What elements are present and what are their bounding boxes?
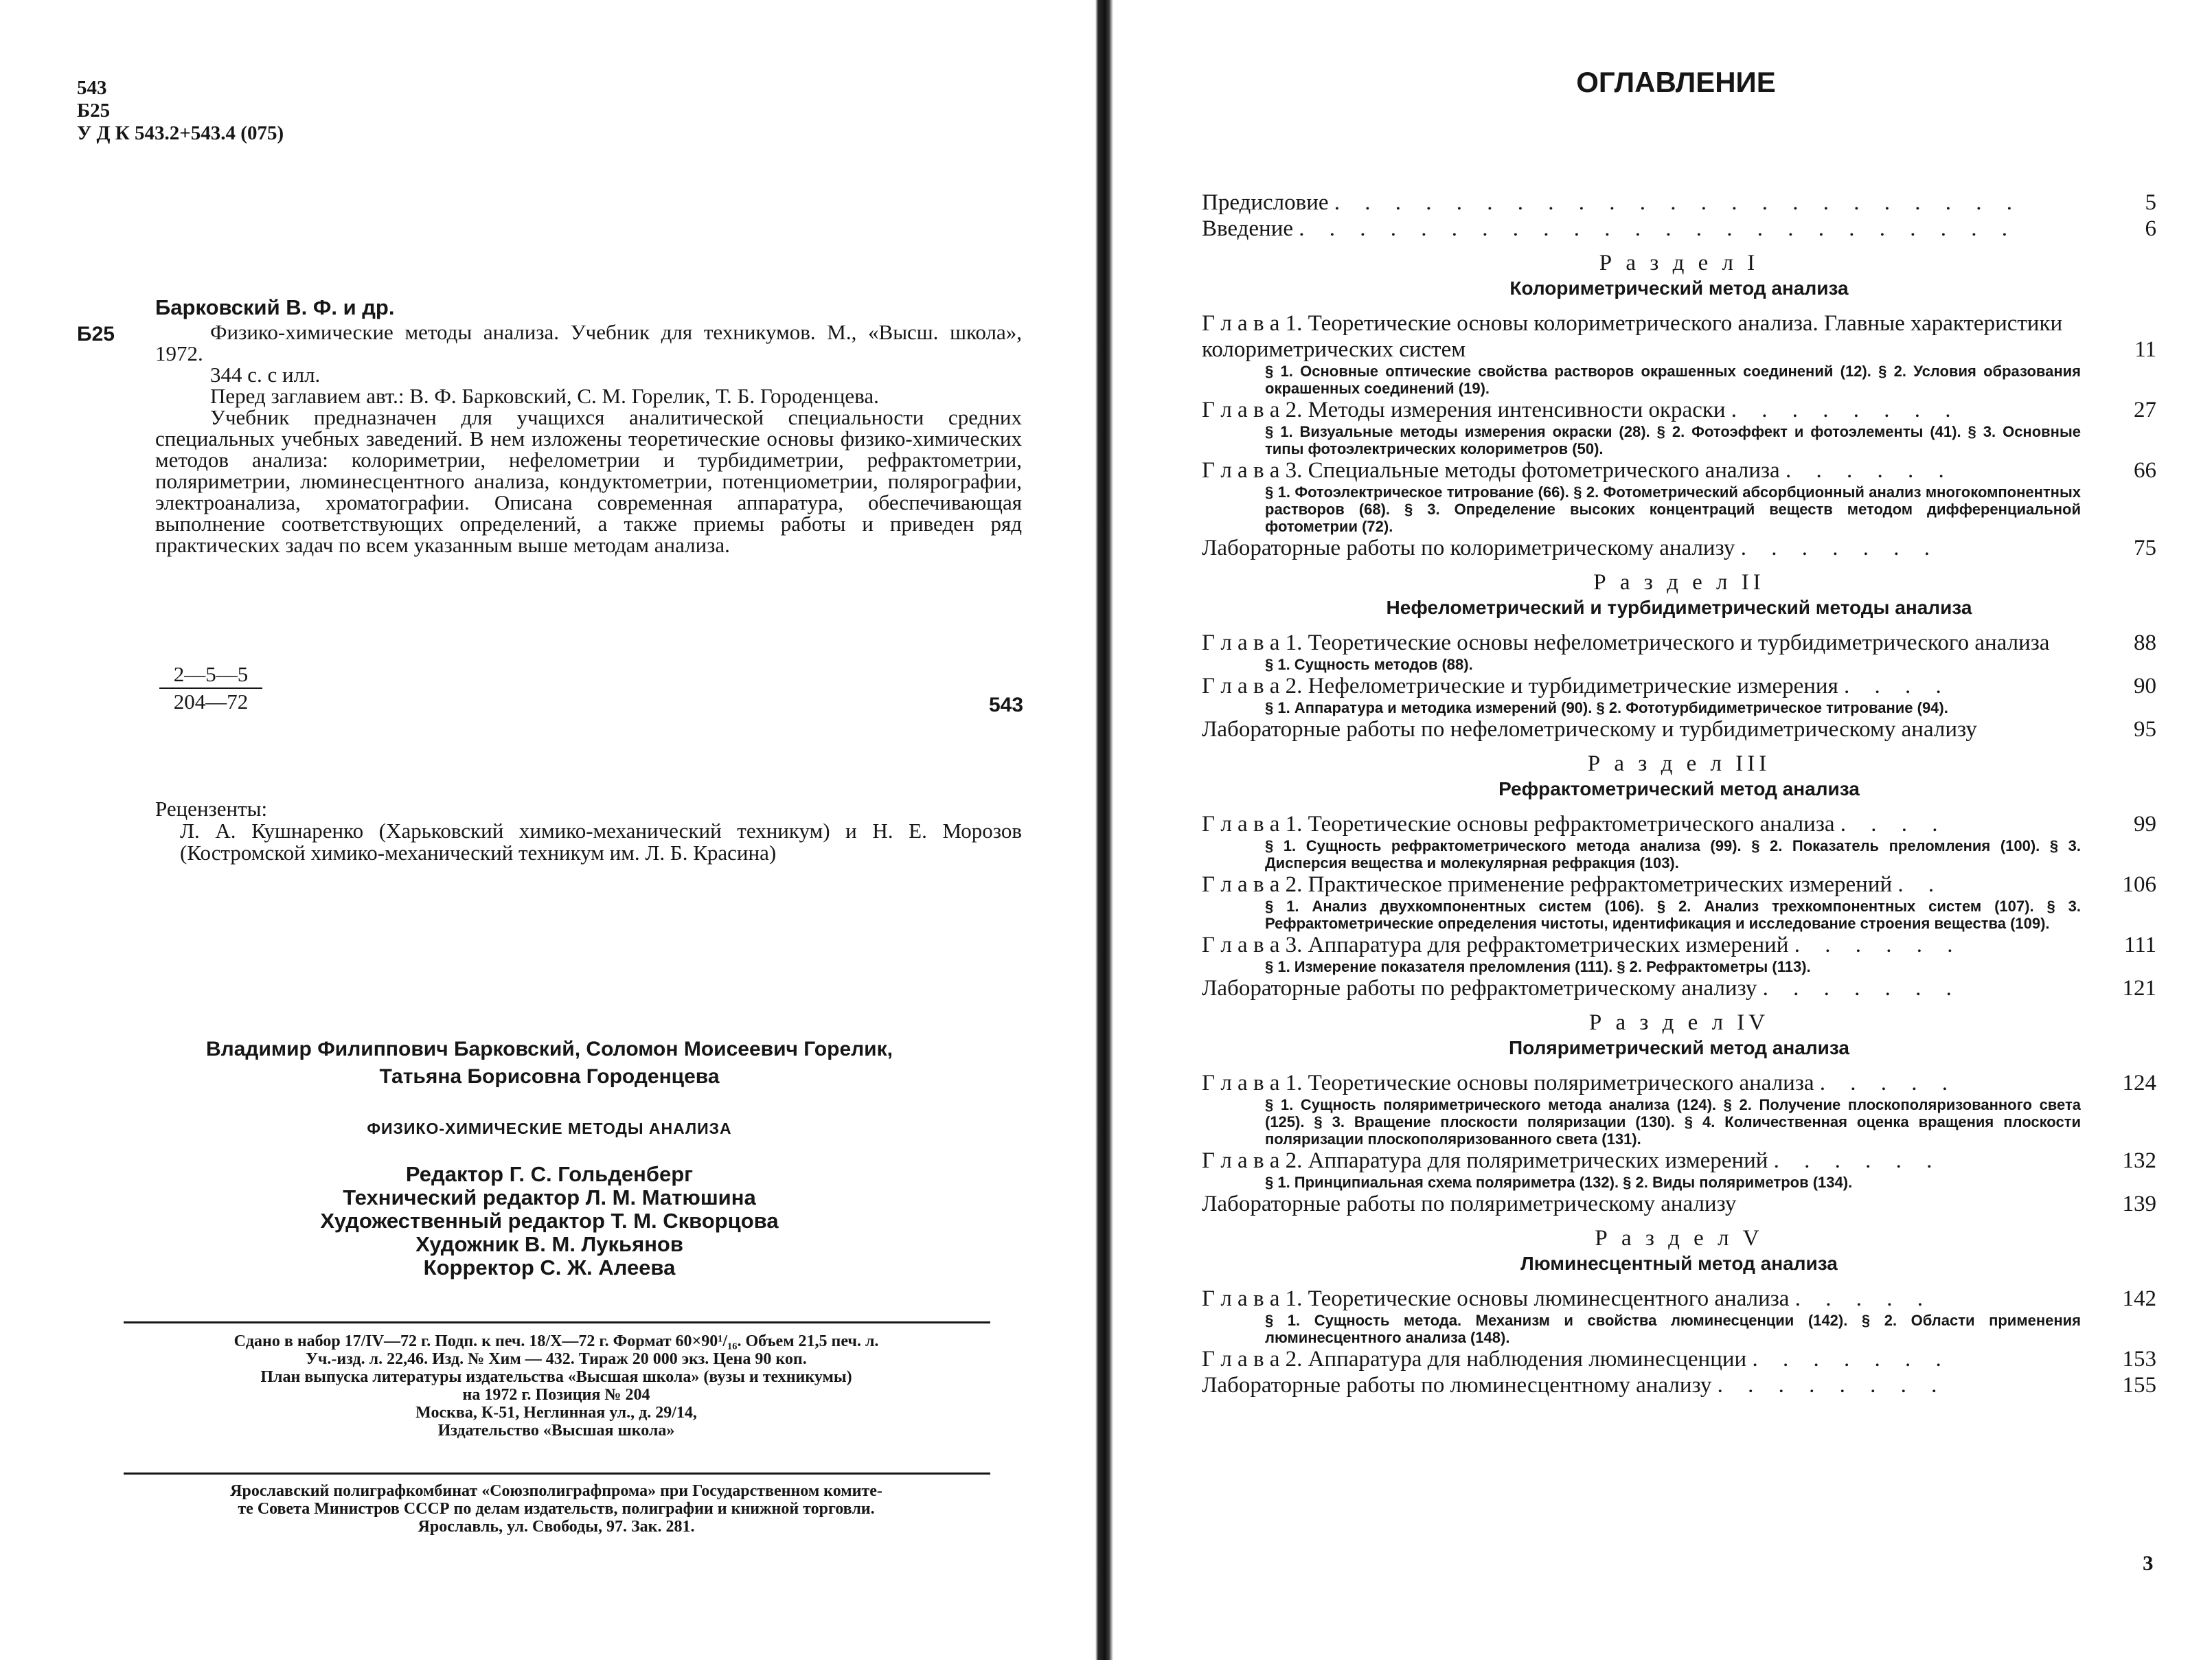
fraction-line (159, 687, 262, 689)
toc-lab[interactable] (1202, 1191, 2156, 1217)
page-ref: 66 (2134, 458, 2156, 483)
entry-text: Лабораторные работы по рефрактометрическому анализу (1202, 976, 1757, 1001)
page-ref: 95 (2134, 717, 2156, 742)
page-number: 3 (2143, 1551, 2154, 1575)
table-of-contents (1202, 190, 2156, 1398)
page-ref: 75 (2134, 536, 2156, 560)
section-title: Нефелометрический и турбидиметрический методы анализа (1386, 597, 1972, 618)
toc-subsections: § 1. Сущность метода. Механизм и свойства люминесценции (142). § 2. Области применения люминесцентного анализа (148). (1265, 1312, 2081, 1346)
authors-full-names (77, 1036, 1022, 1091)
printer-line: Ярославль, ул. Свободы, 97. Зак. 281. (418, 1518, 695, 1536)
entry-text: Г л а в а 3. Аппаратура для рефрактометрических измерений (1202, 933, 1789, 957)
toc-chapter[interactable] (1202, 310, 2156, 363)
fraction-top: 2—5—5 (173, 662, 249, 686)
entry-text: Г л а в а 2. Методы измерения интенсивности окраски (1202, 398, 1726, 422)
toc-entry-preface[interactable]: Предисловие . . . . . . . . . . . . . . . . . . . . . . . 5 (1202, 190, 2156, 215)
toc-subsections: § 1. Сущность поляриметрического метода анализа (124). § 2. Получение плоскополяризованного света (125). § 3. Вращение плоскости поляризации (130). § 4. Количественная оценка вращения плоскости поляризации плоскополяризованного света (131). (1265, 1096, 2081, 1148)
index-fraction (159, 663, 262, 714)
toc-chapter[interactable]: Г л а в а 1. Теоретические основы поляриметрического анализа . . . . . 124 (1202, 1071, 2156, 1095)
toc-lab[interactable]: Лабораторные работы по люминесцентному анализу . . . . . . . . 155 (1202, 1373, 2156, 1398)
toc-title: ОГЛАВЛЕНИЕ (1576, 66, 1776, 98)
page-ref: 153 (2122, 1347, 2156, 1372)
page-ref: 88 (2134, 630, 2156, 655)
page-ref: 5 (2145, 190, 2156, 215)
toc-chapter[interactable]: Г л а в а 3. Специальные методы фотометрического анализа . . . . . . 66 (1202, 458, 2156, 483)
staff-line: Художник В. М. Лукьянов (415, 1232, 683, 1256)
desc-pages: 344 с. с илл. (210, 363, 321, 387)
entry-text: Лабораторные работы по люминесцентному анализу (1202, 1373, 1712, 1398)
imprint-line: Уч.-изд. л. 22,46. Изд. № Хим — 432. Тираж 20 000 экз. Цена 90 коп. (306, 1350, 807, 1368)
reviewers-label: Рецензенты: (155, 797, 268, 821)
toc-lab[interactable]: Лабораторные работы по колориметрическому анализу . . . . . . . 75 (1202, 536, 2156, 560)
page-ref: 27 (2134, 398, 2156, 422)
page-ref: 121 (2122, 976, 2156, 1001)
authors-line: Владимир Филиппович Барковский, Соломон Моисеевич Горелик, (206, 1038, 893, 1060)
toc-subsections: § 1. Сущность рефрактометрического метода анализа (99). § 2. Показатель преломления (100). § 3. Дисперсия вещества и молекулярная рефракция (103). (1265, 837, 2081, 872)
toc-chapter[interactable]: Г л а в а 2. Нефелометрические и турбидиметрические измерения . . . . 90 (1202, 674, 2156, 698)
toc-subsections: § 1. Измерение показателя преломления (111). § 2. Рефрактометры (113). (1265, 958, 1811, 975)
editorial-staff (77, 1163, 1022, 1280)
toc-lab[interactable]: Лабораторные работы по рефрактометрическому анализу . . . . . . . 121 (1202, 976, 2156, 1001)
desc-annotation: Учебник предназначен для учащихся аналитической специальности средних специальных учебных заведений. В нем изложены теоретические основы физико-химических методов анализа: колориметрии, нефелометрии и турбидиметрии, рефрактометрии, поляриметрии, люминесцентного анализа, кондуктометрии, потенциометрии, полярографии, электроанализа, хроматографии. Описана современная аппаратура, обеспечивающая выполнение соответствующих определений, а также приемы работы и приведен ряд практических задач по всем указанным выше методам анализа. (155, 405, 1022, 557)
toc-chapter[interactable]: Г л а в а 3. Аппаратура для рефрактометрических измерений . . . . . . 111 (1202, 933, 2156, 957)
entry-text: Г л а в а 1. Теоретические основы рефрактометрического анализа (1202, 812, 1835, 837)
page-ref: 90 (2134, 674, 2156, 698)
code-line: Б25 (77, 100, 111, 122)
credits-block (77, 1036, 1022, 1280)
entry-text: Г л а в а 1. Теоретические основы колориметрического анализа. Главные характеристики колориметрических систем (1202, 311, 2063, 362)
staff-line: Корректор С. Ж. Алеева (423, 1255, 676, 1280)
entry-text: Г л а в а 1. Теоретические основы нефелометрического и турбидиметрического анализа (1202, 630, 2050, 655)
entry-text: Лабораторные работы по колориметрическому анализу (1202, 536, 1735, 560)
section-title: Колориметрический метод анализа (1509, 277, 1849, 299)
divider (124, 1473, 990, 1475)
class-number: 543 (989, 694, 1024, 716)
desc-authors: Перед заглавием авт.: В. Ф. Барковский, С. М. Горелик, Т. Б. Городенцева. (210, 384, 879, 408)
authors-line: Татьяна Борисовна Городенцева (379, 1065, 720, 1088)
section-title: Люминесцентный метод анализа (1520, 1253, 1838, 1274)
classification-codes (77, 77, 284, 145)
entry-text: Г л а в а 3. Специальные методы фотометрического анализа (1202, 458, 1780, 483)
fraction-bottom: 204—72 (173, 690, 249, 714)
code-line: 543 (77, 77, 107, 99)
divider (124, 1321, 990, 1323)
page-ref: 111 (2123, 933, 2156, 957)
udc-code: У Д К 543.2+543.4 (075) (77, 122, 284, 144)
page-ref: 139 (2122, 1192, 2156, 1216)
toc-subsections: § 1. Визуальные методы измерения окраски (28). § 2. Фотоэффект и фотоэлементы (41). § 3. Основные типы фотоэлектрических колориметров (50). (1265, 423, 2081, 457)
page-ref: 132 (2122, 1148, 2156, 1173)
book-spine (1088, 0, 1130, 1660)
toc-subsections: § 1. Аппаратура и методика измерений (90). § 2. Фототурбидиметрическое титрование (94). (1265, 699, 1948, 716)
entry-text: Г л а в а 2. Практическое применение рефрактометрических измерений (1202, 872, 1893, 897)
page-ref: 142 (2122, 1286, 2156, 1311)
entry-text: Г л а в а 2. Нефелометрические и турбидиметрические измерения (1202, 674, 1838, 698)
left-page (0, 0, 1078, 1660)
entry-text: Г л а в а 2. Аппаратура для наблюдения люминесценции (1202, 1347, 1747, 1372)
toc-subsections: § 1. Анализ двухкомпонентных систем (106). § 2. Анализ трехкомпонентных систем (107). § 3. Рефрактометрические определения чистоты, идентификация и исследование строения вещества (109). (1265, 898, 2081, 932)
section-label: Р а з д е л V (1595, 1226, 1764, 1251)
toc-subsections: § 1. Сущность методов (88). (1265, 656, 1473, 673)
toc-chapter[interactable]: Г л а в а 2. Аппаратура для наблюдения люминесценции . . . . . . . 153 (1202, 1347, 2156, 1372)
section-label: Р а з д е л IV (1588, 1010, 1770, 1035)
page-ref: 99 (2134, 812, 2156, 837)
printer-line: Ярославский полиграфкомбинат «Союзполиграфпрома» при Государственном комите- (230, 1482, 882, 1500)
entry-text: Г л а в а 2. Аппаратура для поляриметрических измерений (1202, 1148, 1768, 1173)
toc-lab[interactable] (1202, 716, 2156, 742)
book-title: ФИЗИКО-ХИМИЧЕСКИЕ МЕТОДЫ АНАЛИЗА (367, 1119, 732, 1137)
reviewers-text: Л. А. Кушнаренко (Харьковский химико-механический техникум) и Н. Е. Морозов (Костромской химико-механический техникум им. Л. Б. Красина) (180, 819, 1022, 865)
entry-text: Введение (1202, 216, 1294, 241)
toc-chapter[interactable]: Г л а в а 1. Теоретические основы люминесцентного анализа . . . . . 142 (1202, 1286, 2156, 1311)
section-label: Р а з д е л I (1599, 251, 1759, 275)
staff-line: Редактор Г. С. Гольденберг (405, 1162, 694, 1186)
desc-title: Физико-химические методы анализа. Учебник для техникумов. М., «Высш. школа», 1972. (155, 320, 1022, 365)
toc-chapter[interactable]: Г л а в а 2. Практическое применение рефрактометрических измерений . . 106 (1202, 872, 2156, 897)
entry-text: Г л а в а 1. Теоретические основы люминесцентного анализа (1202, 1286, 1790, 1311)
page-ref: 6 (2145, 216, 2156, 241)
toc-chapter[interactable]: Г л а в а 2. Аппаратура для поляриметрических измерений . . . . . . 132 (1202, 1148, 2156, 1173)
imprint-line: Сдано в набор 17/IV—72 г. Подп. к печ. 18/X—72 г. Формат 60×90¹/₁₆. Объем 21,5 печ. л. (233, 1332, 879, 1350)
entry-text: Лабораторные работы по нефелометрическому и турбидиметрическому анализу (1202, 717, 1977, 742)
page-ref: 155 (2122, 1373, 2156, 1398)
section-label: Р а з д е л II (1593, 570, 1765, 595)
staff-line: Художественный редактор Т. М. Скворцова (320, 1209, 779, 1233)
page-ref: 11 (2134, 337, 2156, 362)
section-title: Поляриметрический метод анализа (1509, 1037, 1849, 1058)
entry-text: Г л а в а 1. Теоретические основы поляриметрического анализа (1202, 1071, 1814, 1095)
toc-subsections: § 1. Фотоэлектрическое титрование (66). § 2. Фотометрический абсорбционный анализ многокомпонентных растворов (68). § 3. Определение высоких концентраций веществ методом дифференциальной фотометрии (72). (1265, 484, 2081, 535)
toc-chapter[interactable] (1202, 630, 2156, 656)
page-ref: 106 (2122, 872, 2156, 897)
author-heading: Барковский В. Ф. и др. (155, 295, 395, 319)
entry-text: Предисловие (1202, 190, 1329, 215)
toc-subsections: § 1. Основные оптические свойства растворов окрашенных соединений (12). § 2. Условия образования окрашенных соединений (19). (1265, 363, 2081, 397)
catalog-marker: Б25 (77, 323, 115, 345)
imprint-line: Москва, К-51, Неглинная ул., д. 29/14, (415, 1404, 697, 1422)
imprint-line: План выпуска литературы издательства «Высшая школа» (вузы и техникумы) (260, 1368, 852, 1386)
toc-subsections: § 1. Принципиальная схема поляриметра (132). § 2. Виды поляриметров (134). (1265, 1174, 1853, 1191)
printer-block (110, 1482, 1003, 1536)
entry-text: Лабораторные работы по поляриметрическому анализу (1202, 1192, 1737, 1216)
bibliographic-description (155, 321, 1022, 556)
section-label: Р а з д е л III (1587, 751, 1771, 776)
toc-chapter[interactable]: Г л а в а 2. Методы измерения интенсивности окраски . . . . . . . . 27 (1202, 398, 2156, 422)
imprint-block (103, 1332, 1010, 1440)
right-page (1140, 0, 2212, 1660)
imprint-line: Издательство «Высшая школа» (437, 1422, 675, 1440)
page-ref: 124 (2122, 1071, 2156, 1095)
imprint-line: на 1972 г. Позиция № 204 (462, 1386, 650, 1404)
section-title: Рефрактометрический метод анализа (1498, 778, 1860, 799)
toc-chapter[interactable]: Г л а в а 1. Теоретические основы рефрактометрического анализа . . . . 99 (1202, 812, 2156, 837)
staff-line: Технический редактор Л. М. Матюшина (343, 1185, 756, 1209)
printer-line: те Совета Министров СССР по делам издательств, полиграфии и книжной торговли. (238, 1500, 875, 1518)
reviewers-block (155, 798, 1022, 864)
toc-entry-intro[interactable]: Введение . . . . . . . . . . . . . . . . . . . . . . . . 6 (1202, 216, 2156, 241)
